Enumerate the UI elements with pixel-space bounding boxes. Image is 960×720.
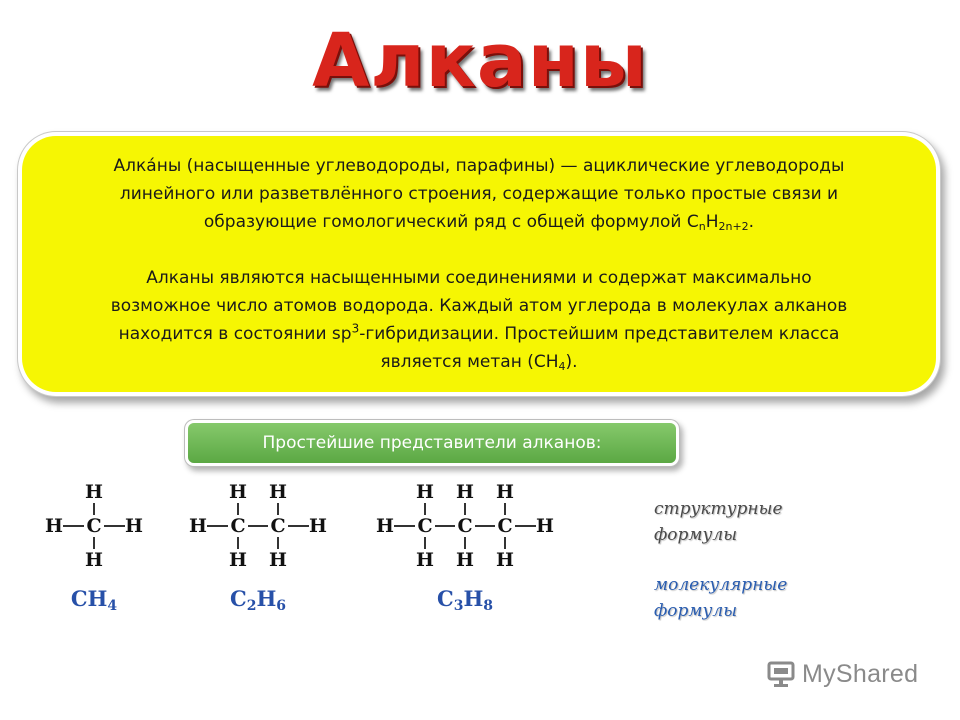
- properties-line-3-pre: находится в состоянии sp: [118, 324, 352, 344]
- definition-line-2: линейного или разветвлённого строения, содержащие только простые связи и: [119, 184, 839, 204]
- definition-end: .: [748, 212, 755, 232]
- sp3-superscript: 3: [351, 321, 360, 336]
- formula-symbol: H: [463, 586, 484, 611]
- structural-label-line-1: структурные: [654, 499, 783, 519]
- properties-paragraph: [52, 264, 906, 376]
- molecular-formulas-label: [654, 572, 787, 624]
- hydrogen-atom: H: [269, 549, 287, 571]
- methane-subscript: 4: [558, 360, 566, 373]
- properties-line-4-pre: является метан (CH: [380, 352, 559, 372]
- watermark-text: MyShared: [802, 659, 919, 688]
- hydrogen-atom: H: [229, 549, 247, 571]
- molecular-formula: [71, 586, 118, 614]
- hydrogen-atom: H: [496, 549, 514, 571]
- properties-line-4-post: ).: [565, 352, 578, 372]
- hydrogen-atom: H: [456, 481, 474, 503]
- hydrogen-atom: H: [85, 549, 103, 571]
- hydrogen-atom: H: [416, 549, 434, 571]
- formula-symbol: CH: [70, 586, 108, 611]
- structural-label-line-2: формулы: [654, 525, 738, 545]
- carbon-atom: C: [497, 515, 513, 537]
- hydrogen-atom: H: [269, 481, 287, 503]
- formula-subscript: 2: [246, 598, 257, 614]
- myshared-logo-icon: [766, 659, 796, 689]
- definition-line-3: образующие гомологический ряд с общей формулой C: [203, 212, 699, 232]
- hydrogen-atom: H: [309, 515, 327, 537]
- hydrogen-atom: H: [536, 515, 554, 537]
- hydrogen-atom: H: [456, 549, 474, 571]
- formula-symbol: H: [256, 586, 277, 611]
- definition-box: [22, 136, 936, 392]
- formula-symbol: C: [229, 586, 247, 611]
- molecular-formula: [437, 586, 493, 614]
- formula-subscript: 3: [453, 598, 464, 614]
- hydrogen-atom: H: [416, 481, 434, 503]
- properties-line-1: Алканы являются насыщенными соединениями и содержат максимально: [146, 268, 812, 288]
- definition-line-1: Алка́ны (насыщенные углеводороды, парафины) — ациклические углеводороды: [113, 156, 845, 176]
- carbon-atom: C: [457, 515, 473, 537]
- molecular-label-line-2: формулы: [654, 601, 738, 621]
- formula-subscript: 6: [276, 598, 287, 614]
- formula-subscript: 8: [483, 598, 494, 614]
- carbon-atom: C: [86, 515, 102, 537]
- properties-line-2: возможное число атомов водорода. Каждый атом углерода в молекулах алканов: [110, 296, 848, 316]
- section-label: Простейшие представители алканов:: [188, 423, 676, 463]
- hydrogen-atom: H: [376, 515, 394, 537]
- carbon-atom: C: [417, 515, 433, 537]
- formula-subscript: 4: [107, 598, 118, 614]
- molecular-formula: [230, 586, 286, 614]
- formula-hydrogen: H: [705, 212, 719, 232]
- hydrogen-atom: H: [125, 515, 143, 537]
- formula-symbol: C: [436, 586, 454, 611]
- formula-subscript-n: n: [698, 220, 706, 233]
- hydrogen-atom: H: [189, 515, 207, 537]
- slide-title: Алканы: [312, 18, 648, 104]
- watermark: [766, 656, 918, 692]
- properties-line-3-post: -гибридизации. Простейшим представителем класса: [359, 324, 840, 344]
- carbon-atom: C: [270, 515, 286, 537]
- molecular-label-line-1: молекулярные: [654, 575, 788, 595]
- hydrogen-atom: H: [45, 515, 63, 537]
- hydrogen-atom: H: [496, 481, 514, 503]
- hydrogen-atom: H: [85, 481, 103, 503]
- formula-subscript-2n2: 2n+2: [718, 220, 749, 233]
- hydrogen-atom: H: [229, 481, 247, 503]
- carbon-atom: C: [230, 515, 246, 537]
- structural-formulas-label: [654, 496, 783, 548]
- structural-formulas: [0, 470, 640, 630]
- definition-paragraph: [52, 152, 906, 236]
